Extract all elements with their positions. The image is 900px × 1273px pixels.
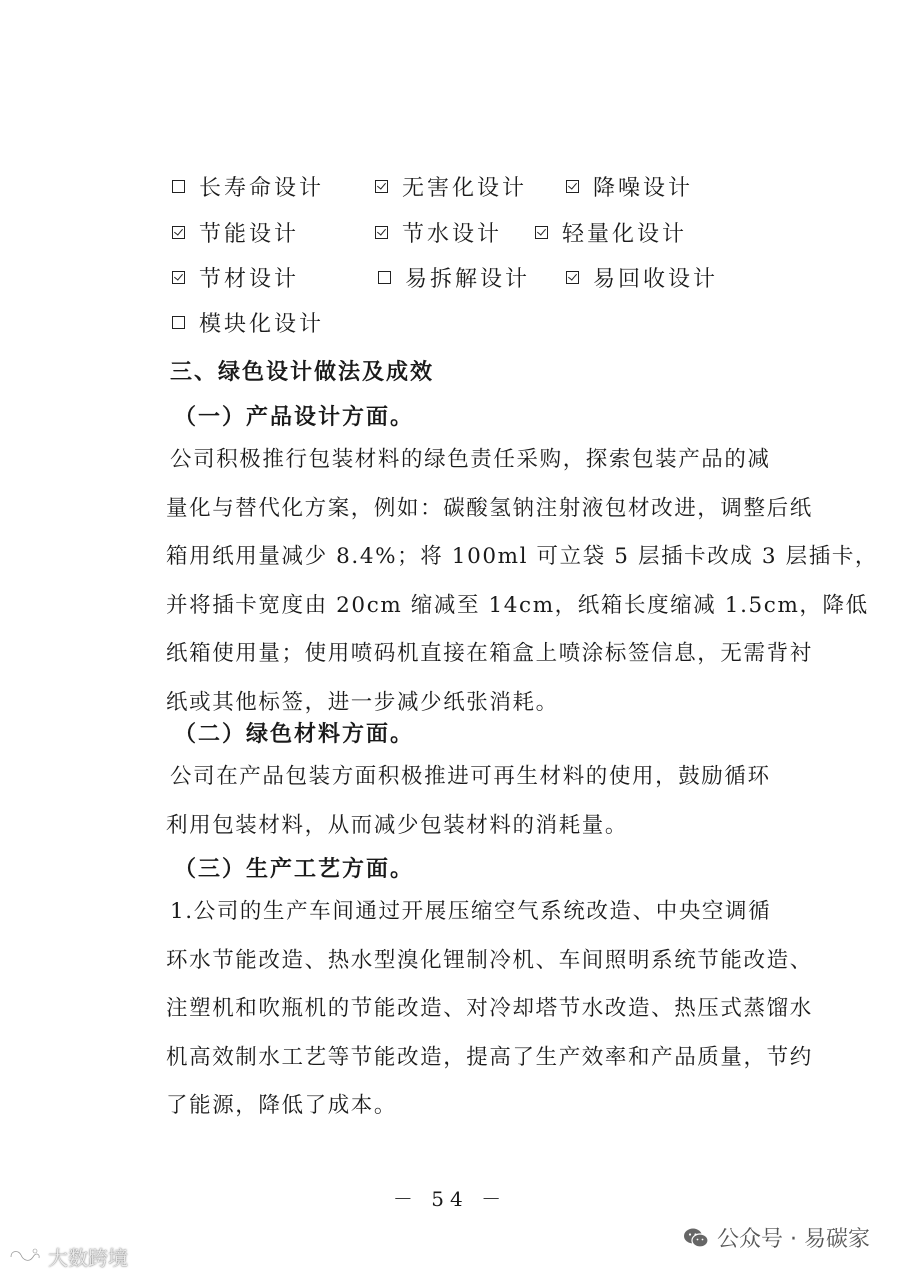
checkbox-icon[interactable]: [172, 180, 185, 193]
text-line: 1.公司的生产车间通过开展压缩空气系统改造、中央空调循: [170, 899, 772, 924]
checkbox-label: 长寿命设计: [199, 175, 325, 201]
checkbox-icon[interactable]: [172, 316, 185, 329]
checkbox-item[interactable]: [172, 262, 299, 292]
text-line: 注塑机和吹瓶机的节能改造、对冷却塔节水改造、热压式蒸馏水: [166, 996, 813, 1021]
wechat-watermark: [683, 1222, 870, 1253]
checkbox-label: 降噪设计: [593, 175, 694, 201]
text-line: 机高效制水工艺等节能改造，提高了生产效率和产品质量，节约: [166, 1044, 813, 1070]
checkbox-item[interactable]: [375, 171, 527, 201]
checked-checkbox-icon[interactable]: [375, 226, 388, 239]
checked-checkbox-icon[interactable]: [566, 271, 579, 284]
brand-logo-icon: [8, 1246, 42, 1268]
checkbox-label: 节材设计: [199, 266, 300, 292]
checkbox-item[interactable]: [172, 217, 299, 247]
subsection-heading: （一）产品设计方面。: [174, 405, 415, 430]
page-number: － 54 －: [392, 1187, 508, 1211]
wechat-icon: [683, 1227, 709, 1249]
checkbox-item[interactable]: [378, 262, 530, 292]
brand-watermark: [8, 1242, 128, 1271]
text-line: 利用包装材料，从而减少包装材料的消耗量。: [166, 812, 629, 838]
checkbox-label: 节水设计: [402, 221, 503, 247]
checkbox-label: 轻量化设计: [562, 221, 688, 247]
text-line: 了能源，降低了成本。: [166, 1093, 398, 1118]
checked-checkbox-icon[interactable]: [375, 180, 388, 193]
text-line: 公司在产品包装方面积极推进可再生材料的使用，鼓励循环: [170, 764, 771, 789]
checkbox-item[interactable]: [172, 171, 324, 201]
watermark-text: 公众号 · 易碳家: [717, 1227, 870, 1252]
checkbox-label: 易拆解设计: [405, 266, 531, 292]
paragraph: [166, 436, 879, 727]
section-heading: 三、绿色设计做法及成效: [170, 360, 435, 385]
watermark-text: 大数跨境: [48, 1246, 128, 1270]
paragraph: [166, 753, 790, 850]
checked-checkbox-icon[interactable]: [535, 226, 548, 239]
text-line: 公司积极推行包装材料的绿色责任采购，探索包装产品的减: [170, 447, 771, 472]
checkbox-item[interactable]: [566, 262, 718, 292]
checkbox-icon[interactable]: [378, 271, 391, 284]
checked-checkbox-icon[interactable]: [172, 226, 185, 239]
subsection-heading: （三）生产工艺方面。: [174, 857, 415, 882]
text-line: 箱用纸用量减少 8.4%；将 100ml 可立袋 5 层插卡改成 3 层插卡，: [166, 544, 879, 569]
text-line: 环水节能改造、热水型溴化锂制冷机、车间照明系统节能改造、: [166, 947, 813, 973]
text-line: 纸或其他标签，进一步减少纸张消耗。: [166, 689, 559, 715]
text-line: 纸箱使用量；使用喷码机直接在箱盒上喷涂标签信息，无需背衬: [166, 641, 813, 666]
checkbox-label: 无害化设计: [402, 175, 528, 201]
checkbox-item[interactable]: [535, 217, 687, 247]
checkbox-item[interactable]: [375, 217, 502, 247]
text-line: 量化与替代化方案，例如：碳酸氢钠注射液包材改进，调整后纸: [166, 495, 813, 521]
checked-checkbox-icon[interactable]: [566, 180, 579, 193]
checkbox-label: 节能设计: [199, 221, 300, 247]
checked-checkbox-icon[interactable]: [172, 271, 185, 284]
checkbox-label: 易回收设计: [593, 266, 719, 292]
checkbox-item[interactable]: [172, 307, 324, 337]
text-line: 并将插卡宽度由 20cm 缩减至 14cm，纸箱长度缩减 1.5cm，降低: [166, 592, 869, 618]
checkbox-item[interactable]: [566, 171, 693, 201]
paragraph: [166, 888, 813, 1131]
subsection-heading: （二）绿色材料方面。: [174, 722, 415, 747]
checkbox-label: 模块化设计: [199, 311, 325, 337]
